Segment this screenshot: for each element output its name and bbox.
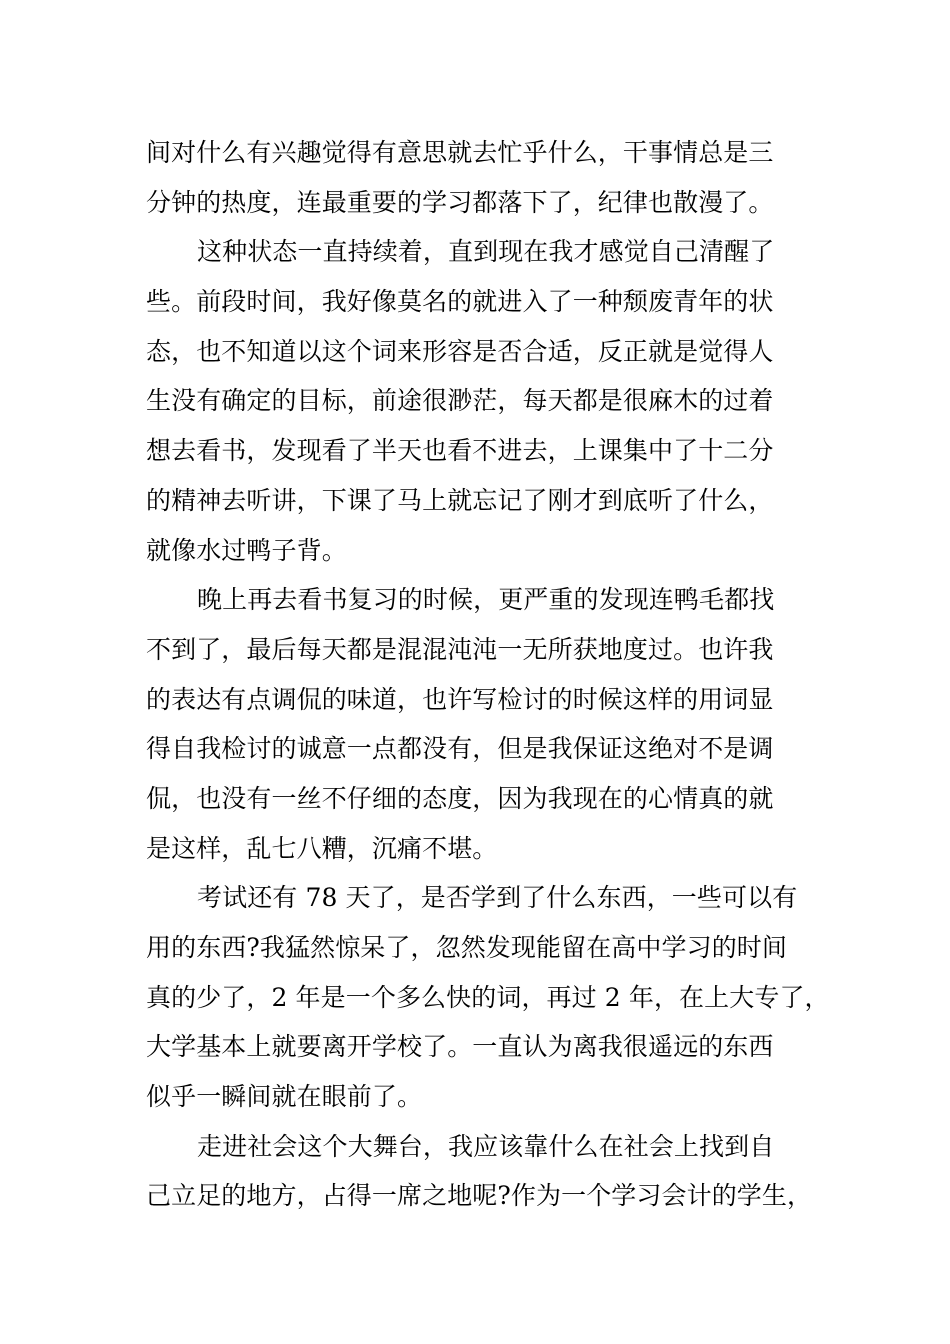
- text-line: 真的少了，2 年是一个多么快的词，再过 2 年，在上大专了，: [146, 982, 830, 1012]
- text-line: 得自我检讨的诚意一点都没有，但是我保证这绝对不是调: [146, 734, 774, 764]
- text-line: 的表达有点调侃的味道，也许写检讨的时候这样的用词显: [146, 684, 774, 714]
- paragraph-first-line: 考试还有 78 天了，是否学到了什么东西，一些可以有: [197, 883, 798, 913]
- text-line: 想去看书，发现看了半天也看不进去，上课集中了十二分: [146, 436, 774, 466]
- text-line: 用的东西?我猛然惊呆了，忽然发现能留在高中学习的时间: [146, 933, 788, 962]
- text-line: 生没有确定的目标，前途很渺茫，每天都是很麻木的过着: [146, 386, 774, 416]
- paragraph-first-line: 走进社会这个大舞台，我应该靠什么在社会上找到自: [197, 1131, 775, 1161]
- text-line: 大学基本上就要离开学校了。一直认为离我很遥远的东西: [146, 1032, 774, 1062]
- text-line: 侃，也没有一丝不仔细的态度，因为我现在的心情真的就: [146, 783, 774, 813]
- text-line: 不到了，最后每天都是混混沌沌一无所获地度过。也许我: [146, 634, 774, 664]
- paragraph-first-line: 晚上再去看书复习的时候，更严重的发现连鸭毛都找: [197, 585, 775, 615]
- text-line: 的精神去听讲，下课了马上就忘记了刚才到底听了什么，: [146, 485, 774, 515]
- text-line: 是这样，乱七八糟，沉痛不堪。: [146, 833, 498, 863]
- text-line: 就像水过鸭子背。: [146, 535, 347, 565]
- text-line: 间对什么有兴趣觉得有意思就去忙乎什么，干事情总是三: [146, 138, 774, 167]
- text-line: 些。前段时间，我好像莫名的就进入了一种颓废青年的状: [146, 287, 774, 317]
- text-line: 己立足的地方，占得一席之地呢?作为一个学习会计的学生，: [146, 1181, 813, 1211]
- text-line: 似乎一瞬间就在眼前了。: [146, 1082, 423, 1112]
- document-page: [146, 128, 830, 1221]
- text-line: 态，也不知道以这个词来形容是否合适，反正就是觉得人: [146, 336, 774, 366]
- text-line: 分钟的热度，连最重要的学习都落下了，纪律也散漫了。: [146, 187, 774, 217]
- paragraph-first-line: 这种状态一直持续着，直到现在我才感觉自己清醒了: [197, 237, 775, 267]
